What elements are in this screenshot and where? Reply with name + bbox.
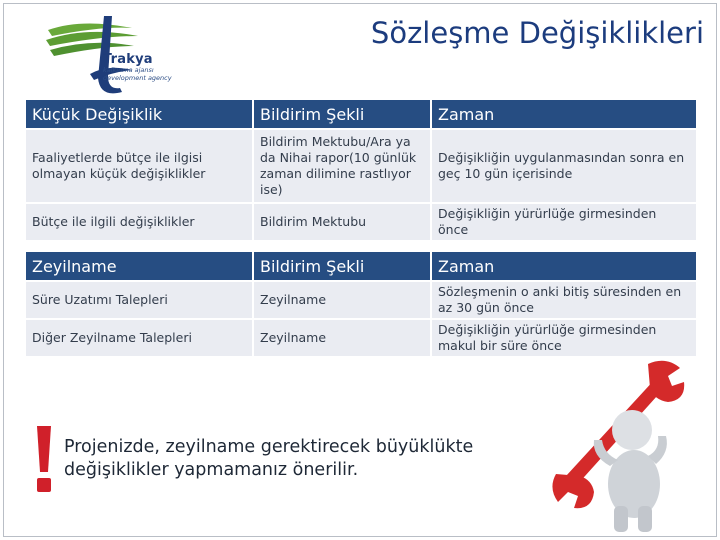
wrench-person-icon	[548, 356, 698, 534]
logo-text	[103, 52, 172, 82]
section1-header-col3: Zaman	[432, 100, 696, 128]
table-cell: Süre Uzatımı Talepleri	[26, 282, 252, 318]
logo-subtitle-2: development agency	[103, 73, 172, 82]
section2-header-col2: Bildirim Şekli	[254, 252, 430, 280]
table-cell: Bildirim Mektubu	[254, 204, 430, 240]
section2-header-col1: Zeyilname	[26, 252, 252, 280]
section1-header-row	[26, 100, 696, 128]
slide-title: Sözleşme Değişiklikleri	[370, 16, 704, 50]
table-cell: Bildirim Mektubu/Ara ya da Nihai rapor(10 günlük zaman dilimine rastlıyor ise)	[254, 130, 430, 202]
table-cell: Bütçe ile ilgili değişiklikler	[26, 204, 252, 240]
logo-name: Trakya	[103, 52, 153, 67]
table-cell: Zeyilname	[254, 282, 430, 318]
table-cell: Zeyilname	[254, 320, 430, 356]
table-cell: Sözleşmenin o anki bitiş süresinden en az 30 gün önce	[432, 282, 696, 318]
section2-header-row	[26, 252, 696, 280]
table-cell: Değişikliğin uygulanmasından sonra en geç 10 gün içerisinde	[432, 130, 696, 202]
table-cell: Faaliyetlerde bütçe ile ilgisi olmayan küçük değişiklikler	[26, 130, 252, 202]
section1-header-col1: Küçük Değişiklik	[26, 100, 252, 128]
table-spacer	[26, 242, 696, 250]
table-row	[26, 204, 696, 240]
section1-header-col2: Bildirim Şekli	[254, 100, 430, 128]
logo-subtitle-1: kalkınma ajansı	[103, 66, 154, 74]
table-cell: Değişikliğin yürürlüğe girmesinden önce	[432, 204, 696, 240]
table-cell: Diğer Zeyilname Talepleri	[26, 320, 252, 356]
recommendation-note: Projenizde, zeyilname gerektirecek büyüklükte değişiklikler yapmamanız önerilir.	[64, 437, 474, 480]
section2-header-col3: Zaman	[432, 252, 696, 280]
table-row	[26, 320, 696, 356]
exclamation-icon	[33, 424, 55, 494]
table-row	[26, 282, 696, 318]
table-row	[26, 130, 696, 202]
table-cell: Değişikliğin yürürlüğe girmesinden makul bir süre önce	[432, 320, 696, 356]
changes-table	[24, 98, 698, 358]
